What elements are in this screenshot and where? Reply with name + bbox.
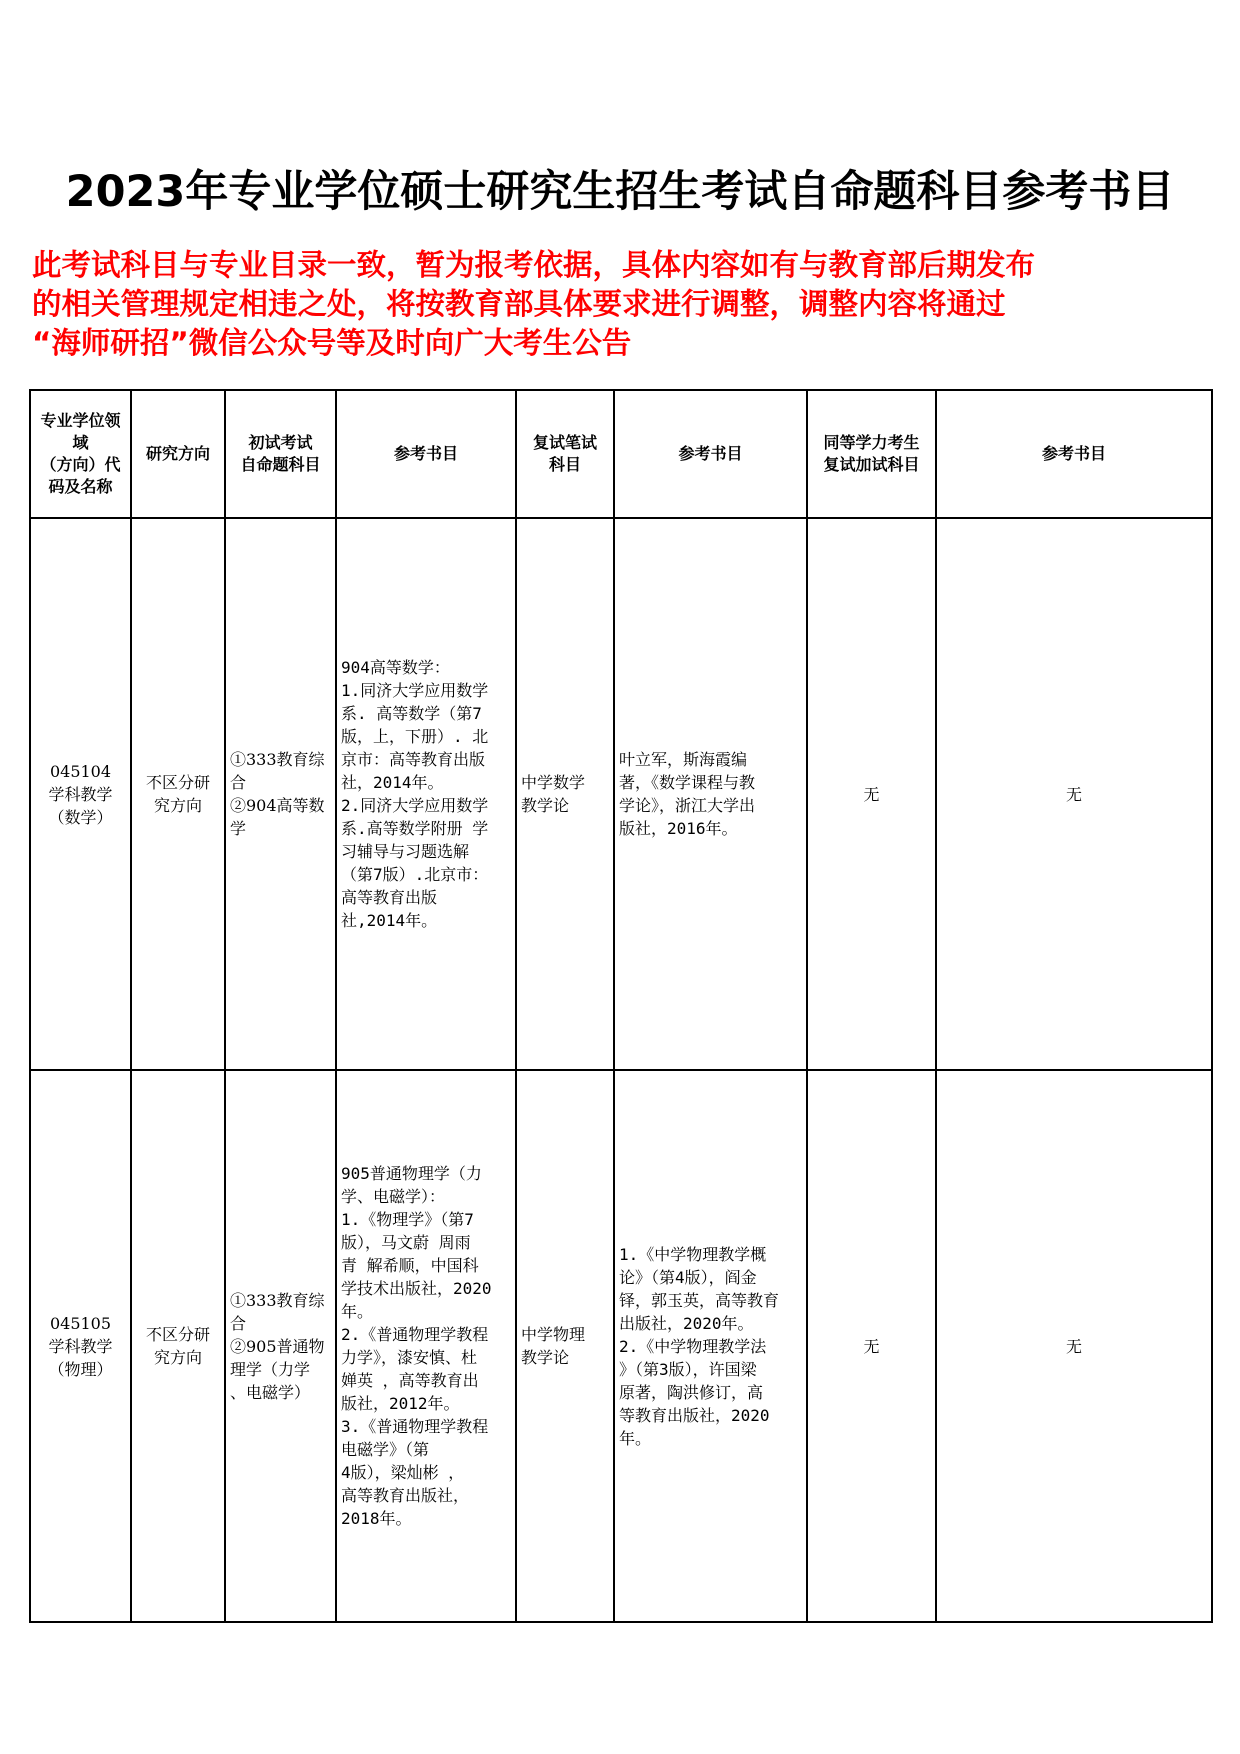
header-prelim-refs: 参考书目 [336, 390, 516, 518]
retest-refs-cell: 1.《中学物理教学概 论》（第4版），阎金 铎，郭玉英，高等教育 出版社，2020年。 2.《中学物理教学法 》（第3版），许国梁 原著，陶洪修订，高 等教育出版社，2020 年。 [614, 1070, 807, 1622]
table-row [30, 1070, 1212, 1622]
header-extra-subject: 同等学力考生 复试加试科目 [807, 390, 936, 518]
header-prelim-subject: 初试考试 自命题科目 [225, 390, 336, 518]
retest-refs-cell: 叶立军，斯海霞编 著，《数学课程与教 学论》，浙江大学出 版社，2016年。 [614, 518, 807, 1070]
prelim-refs-cell: 904高等数学： 1.同济大学应用数学 系. 高等数学（第7 版，上，下册）. 北 京市：高等教育出版 社，2014年。 2.同济大学应用数学 系.高等数学附册 学 习辅导与习题选解 （第7版）.北京市： 高等教育出版 社,2014年。 [336, 518, 516, 1070]
page-title: 2023年专业学位硕士研究生招生考试自命题科目参考书目 [65, 167, 1175, 217]
notice-text [32, 246, 1212, 363]
extra-refs-cell: 无 [936, 518, 1212, 1070]
retest-subject-cell: 中学物理 教学论 [516, 1070, 614, 1622]
research-direction-cell: 不区分研 究方向 [131, 518, 225, 1070]
extra-refs-cell: 无 [936, 1070, 1212, 1622]
header-field-code: 专业学位领 域 （方向）代 码及名称 [30, 390, 131, 518]
notice-line: “海师研招”微信公众号等及时向广大考生公告 [32, 326, 632, 360]
prelim-refs-cell: 905普通物理学（力 学、电磁学）： 1.《物理学》（第7 版），马文蔚 周雨 青 解希顺，中国科 学技术出版社，2020 年。 2.《普通物理学教程 力学》，漆安慎、杜 婵英 ，高等教育出 版社，2012年。 3.《普通物理学教程 电磁学》（第 4版），梁灿彬 ， 高等教育出版社， 2018年。 [336, 1070, 516, 1622]
extra-subject-cell: 无 [807, 1070, 936, 1622]
header-retest-subject: 复试笔试 科目 [516, 390, 614, 518]
notice-line: 的相关管理规定相违之处，将按教育部具体要求进行调整，调整内容将通过 [32, 287, 1006, 321]
reference-books-table [29, 389, 1213, 1623]
prelim-subject-cell: ①333教育综 合 ②905普通物 理学（力学 、电磁学） [225, 1070, 336, 1622]
notice-line: 此考试科目与专业目录一致，暂为报考依据，具体内容如有与教育部后期发布 [32, 248, 1036, 282]
research-direction-cell: 不区分研 究方向 [131, 1070, 225, 1622]
prelim-subject-cell: ①333教育综 合 ②904高等数 学 [225, 518, 336, 1070]
field-code-cell: 045105 学科教学 （物理） [30, 1070, 131, 1622]
header-research-direction: 研究方向 [131, 390, 225, 518]
table-row [30, 518, 1212, 1070]
field-code-cell: 045104 学科教学 （数学） [30, 518, 131, 1070]
header-retest-refs: 参考书目 [614, 390, 807, 518]
table-header-row [30, 390, 1212, 518]
header-extra-refs: 参考书目 [936, 390, 1212, 518]
extra-subject-cell: 无 [807, 518, 936, 1070]
retest-subject-cell: 中学数学 教学论 [516, 518, 614, 1070]
